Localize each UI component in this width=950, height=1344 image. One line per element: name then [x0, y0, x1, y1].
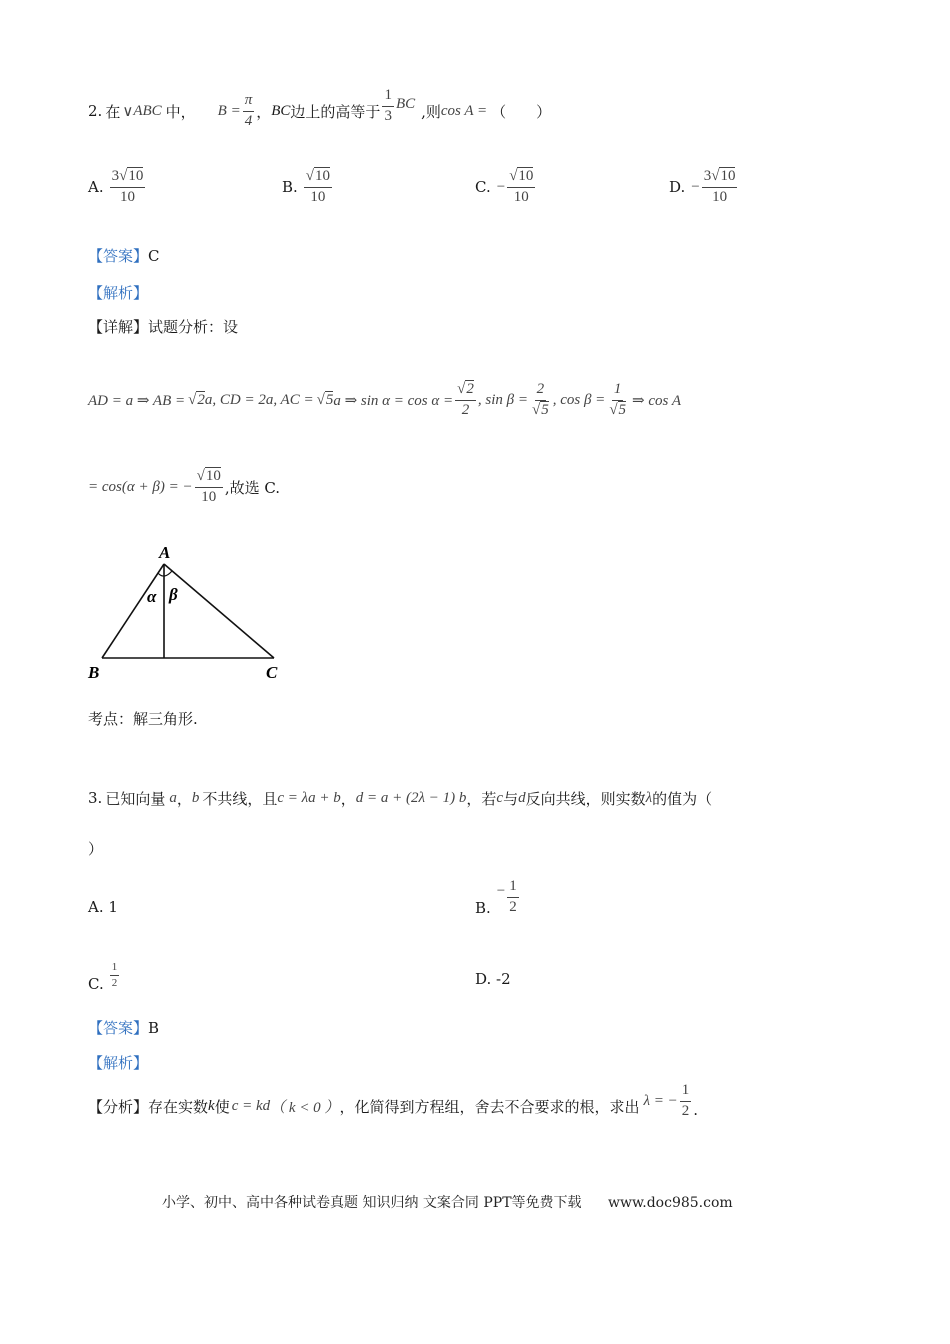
q3-number: 3. [88, 789, 103, 807]
answer-tag: 【答案】 [88, 247, 149, 265]
detail-text: 试题分析：设 [148, 318, 239, 336]
triangle-figure [82, 538, 292, 688]
sqrt-2: √2 [188, 391, 205, 408]
q3-answer [88, 1017, 159, 1038]
q2-derivation-line2: = cos(α + β) = − $\frac{√10}{10}$ ,故选 C. [88, 468, 281, 505]
lambda: λ [645, 789, 653, 806]
sqrt: √10 [711, 168, 736, 185]
pi-over-4 [243, 92, 255, 130]
q3-stem-close: ） [88, 840, 104, 858]
q2-number: 2. [88, 102, 103, 120]
three: 3 [384, 107, 392, 124]
minus-half: $\frac{1}{2}$ [509, 878, 517, 915]
q2-analysis-tag: 【解析】 [88, 284, 149, 302]
sqrt: √10 [119, 168, 144, 185]
one-third [382, 87, 394, 125]
q2-kaodian: 考点：解三角形. [88, 710, 198, 728]
footer-url[interactable]: www.doc985.com [607, 1195, 733, 1211]
q2-option-c: C. − $\frac{√10}{10}$ [475, 168, 534, 205]
result-fraction: $\frac{1}{2}$ [681, 1082, 690, 1119]
side-ab [102, 564, 164, 658]
triangle-name: ABC [133, 102, 162, 119]
option-label: B. [282, 178, 298, 196]
q3-option-c: C. $\frac{1}{2}$ [88, 960, 118, 993]
vector-d: d [518, 789, 526, 806]
side-bc: BC [271, 102, 291, 119]
q2-stem [88, 88, 551, 134]
angle-alpha: α [147, 587, 157, 606]
sqrt: √10 [305, 168, 331, 185]
q3-analysis-tag: 【解析】 [88, 1054, 149, 1072]
page-footer [162, 1192, 733, 1212]
one: 1 [382, 87, 394, 106]
vector-c: c [496, 789, 504, 806]
vector-b: b [191, 789, 200, 806]
ask-expr: cos A = [440, 102, 488, 119]
option-b-fraction: $\frac{√10}{10}$ [305, 168, 331, 205]
sqrt2-over-2: $\frac{√2}{2}$ [457, 381, 474, 418]
option-c-fraction: $\frac{√10}{10}$ [509, 168, 534, 205]
answer-value: B [148, 1019, 160, 1037]
option-label: D. [669, 178, 686, 196]
q2-option-a [88, 162, 147, 212]
two-over-sqrt5: $\frac{2}{√5}$ [531, 381, 549, 418]
pi: π [243, 92, 255, 111]
sqrt-5: √5 [316, 391, 334, 408]
q3-option-d: D. -2 [475, 970, 511, 988]
q2-option-d: D. − $\frac{3√10}{10}$ [669, 168, 736, 205]
vertex-a: A [159, 543, 171, 562]
angle-arc [158, 571, 172, 576]
option-d-fraction: $\frac{3√10}{10}$ [703, 168, 736, 205]
height-text: 边上的高等于 [290, 102, 381, 121]
q3-stem: 3. 已知向量 a ， b 不共线，且 c = λa + b ， d = a + (2λ − 1) b ，若 c 与 d 反向共线，则实数 λ 的值为（ [88, 789, 713, 808]
side-ac [164, 564, 274, 658]
option-label: C. [475, 178, 491, 196]
q3-option-a: A. 1 [88, 898, 118, 916]
d-expr: d = a + (2λ − 1) b [355, 789, 467, 806]
triangle-symbol: ∨ [122, 103, 134, 120]
vector-a: a [169, 789, 177, 806]
q2-detail [88, 316, 238, 337]
comma: ， [256, 102, 272, 121]
answer-tag: 【答案】 [88, 1019, 149, 1037]
condition-lhs: B = [217, 102, 241, 119]
option-label: A. [88, 178, 104, 196]
vertex-c: C [266, 663, 278, 682]
q2-option-b [282, 162, 334, 212]
answer-value: C [148, 247, 160, 265]
half: $\frac{1}{2}$ [111, 960, 118, 989]
detail-tag: 【详解】 [88, 318, 149, 336]
q2-stem-mid: 中， [165, 102, 196, 121]
q3-fenxi: 【分析】 存在实数 k 使 c = kd （ k < 0 ） ，化简得到方程组，舍去不合要求的根，求出 λ = − $\frac{1}{2}$ . [88, 1082, 698, 1119]
sqrt: √10 [509, 168, 534, 185]
ratio-side: BC [395, 95, 416, 112]
fenxi-tag: 【分析】 [88, 1097, 149, 1116]
one-over-sqrt5: $\frac{1}{√5}$ [609, 381, 627, 418]
angle-beta: β [169, 585, 178, 604]
ask-text: ,则 [421, 102, 441, 121]
q2-stem-pre: 在 [105, 102, 121, 121]
coef: 3 [111, 168, 120, 185]
q2-derivation-line1: AD = a ⇒ AB = √2 a, CD = 2a, AC = √5 a ⇒ sin α = cos α = $\frac{√2}{2}$ , sin β = $\frac{2}{√5}$ , cos β = $\frac{1}{√5}$ ⇒ cos A [88, 381, 682, 418]
four: 4 [244, 112, 253, 129]
conclusion: ,故选 C. [224, 478, 281, 497]
q3-option-b: B. − $\frac{1}{2}$ [475, 878, 517, 917]
c-expr: c = λa + b [277, 789, 341, 806]
option-a-fraction: $\frac{3√10}{10}$ [111, 168, 144, 205]
footer-text: 小学、初中、高中各种试卷真题 知识归纳 文案合同 PPT等免费下载 [162, 1195, 582, 1211]
q2-answer [88, 245, 160, 266]
answer-blank: （ ） [491, 102, 552, 121]
vertex-b: B [88, 663, 100, 682]
sqrt10-over-10: $\frac{√10}{10}$ [196, 468, 221, 505]
coef: 3 [703, 168, 712, 185]
